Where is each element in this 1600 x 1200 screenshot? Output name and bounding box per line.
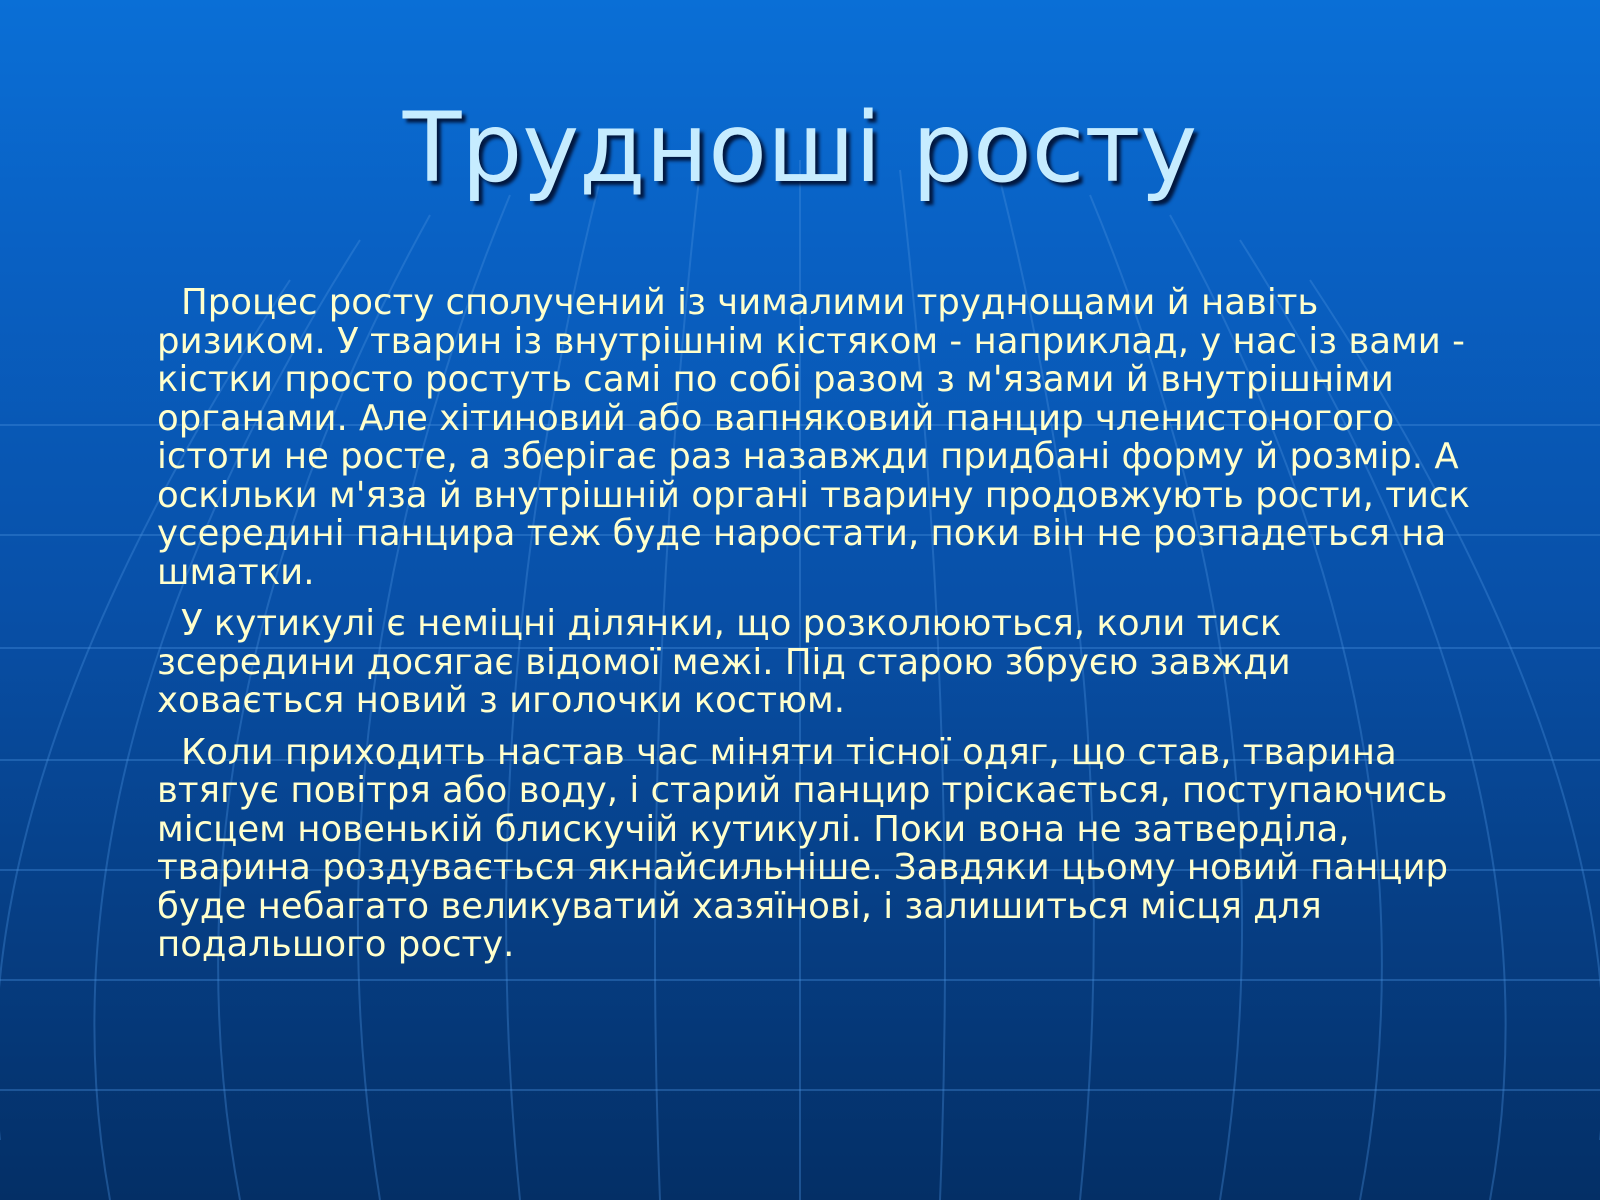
slide-title: Трудноші росту	[402, 92, 1198, 204]
paragraph-cuticle: У кутикулі є неміцні ділянки, що розколюються, коли тиск зсередини досягає відомої межі. Під старою збруєю завжди ховається новий з иголочки костюм.	[157, 603, 1291, 721]
paragraph-molting: Коли приходить настав час міняти тісної одяг, що став, тварина втягує повітря або воду, і старий панцир тріскається, поступаючись місцем новенькій блискучій кутикулі. Поки вона не затверділа, тварина роздувається якнайсильніше. Завдяки цьому новий панцир буде небагато великуватий хазяїнові, і залишиться місця для подальшого росту.	[157, 731, 1449, 965]
slide-body	[157, 284, 1487, 978]
paragraph-growth-difficulty: Процес росту сполучений із чималими труднощами й навіть ризиком. У тварин із внутрішнім кістяком - наприклад, у нас із вами - кістки просто ростуть самі по собі разом з м'язами й внутрішніми органами. Але хітиновий або вапняковий панцир членистоногого істоти не росте, а зберігає раз назавжди придбані форму й розмір. А оскільки м'яза й внутрішній органі тварину продовжують рости, тиск усередині панцира теж буде наростати, поки він не розпадеться на шматки.	[157, 282, 1470, 593]
